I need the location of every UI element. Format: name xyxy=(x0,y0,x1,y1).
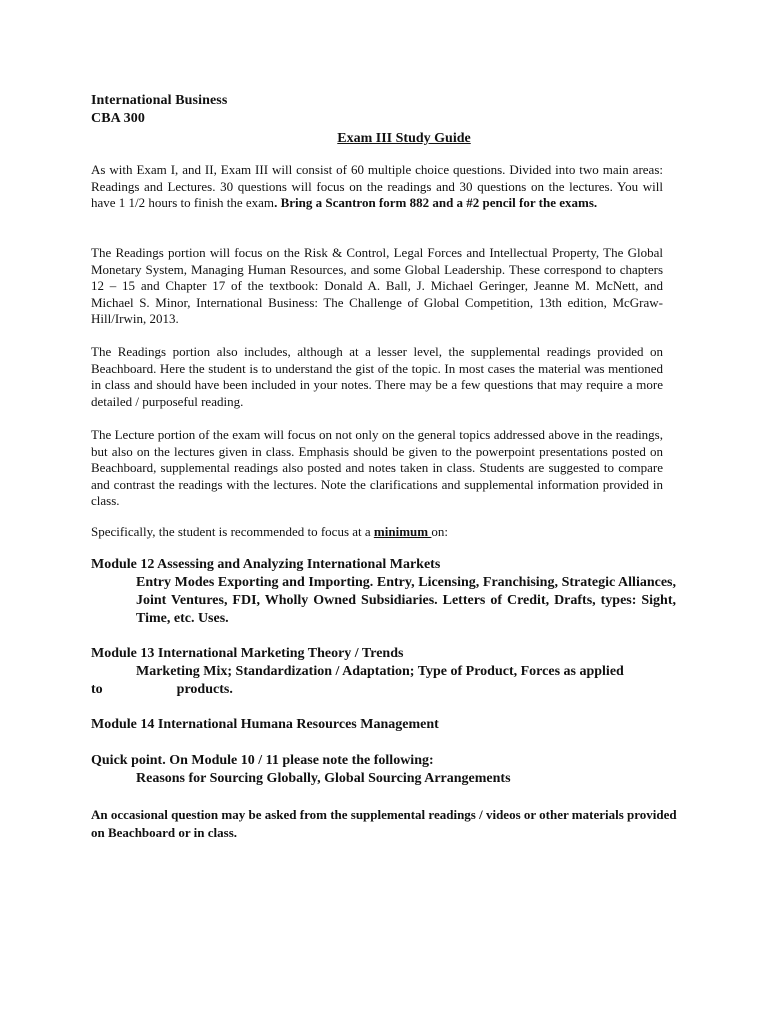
intro-bold-text: . Bring a Scantron form 882 and a #2 pencil for the exams. xyxy=(274,195,598,211)
focus-pre: Specifically, the student is recommended to focus at a xyxy=(91,524,374,539)
module-body: Marketing Mix; Standardization / Adaptation; Type of Product, Forces as applied xyxy=(136,664,624,679)
module-body-word: products. xyxy=(176,682,233,697)
page-title-text: Exam III Study Guide xyxy=(337,131,471,146)
quick-point xyxy=(91,752,691,788)
supplemental-paragraph: The Readings portion also includes, although at a lesser level, the supplemental readings provided on Beachboard. Here the student is to understand the gist of the topic. In most cases the material was mentioned in class and should have been included in your notes. There may be a few questions that may require a more detailed / purposeful reading. xyxy=(91,344,663,409)
module-12 xyxy=(91,556,691,628)
module-heading: Module 14 International Humana Resources Management xyxy=(91,717,439,732)
lecture-paragraph: The Lecture portion of the exam will focus on not only on the general topics addressed above in the readings, but also on the lectures given in class. Emphasis should be given to the powerpoint presentations posted on Beachboard, supplemental readings also posted and notes taken in class. Students are suggested to compare and contrast the readings with the lectures. Note the clarifications and supplemental information provided in class. xyxy=(91,427,663,509)
focus-emphasis: minimum xyxy=(373,524,432,539)
module-body: Entry Modes Exporting and Importing. Entry, Licensing, Franchising, Strategic Alliances, Joint Ventures, FDI, Wholly Owned Subsidiaries. Letters of Credit, Drafts, types: Sight, Time, etc. Uses. xyxy=(136,575,676,626)
module-heading: Module 13 International Marketing Theory / Trends xyxy=(91,646,404,661)
quick-point-heading: Quick point. On Module 10 / 11 please note the following: xyxy=(91,753,434,768)
course-header xyxy=(91,92,691,128)
page-title xyxy=(0,130,768,148)
module-14 xyxy=(91,716,691,734)
focus-post: on: xyxy=(431,524,448,539)
module-heading: Module 12 Assessing and Analyzing International Markets xyxy=(91,557,441,572)
closing-note: An occasional question may be asked from the supplemental readings / videos or other materials provided on Beachboard or in class. xyxy=(91,807,677,840)
module-body-continued xyxy=(91,681,691,699)
focus-line xyxy=(91,524,663,541)
readings-paragraph: The Readings portion will focus on the Risk & Control, Legal Forces and Intellectual Property, The Global Monetary System, Managing Human Resources, and some Global Leadership. These correspond to chapters 12 – 15 and Chapter 17 of the textbook: Donald A. Ball, J. Michael Geringer, Jeanne M. McNett, and Michael S. Minor, International Business: The Challenge of Global Competition, 13th edition, McGraw-Hill/Irwin, 2013. xyxy=(91,245,663,327)
intro-text: As with Exam I, and II, Exam III will consist of 60 multiple choice questions. Divided into two main areas: Readings and Lectures. 30 questions will focus on the readings and 30 questions on the lectures. You will have 1 1/2 hours to finish the exam xyxy=(91,162,663,211)
course-code: CBA 300 xyxy=(91,111,145,126)
quick-point-body: Reasons for Sourcing Globally, Global Sourcing Arrangements xyxy=(136,771,511,786)
intro-paragraph xyxy=(91,162,663,212)
module-13 xyxy=(91,645,691,699)
course-name: International Business xyxy=(91,93,228,108)
module-body-word: to xyxy=(91,682,103,697)
